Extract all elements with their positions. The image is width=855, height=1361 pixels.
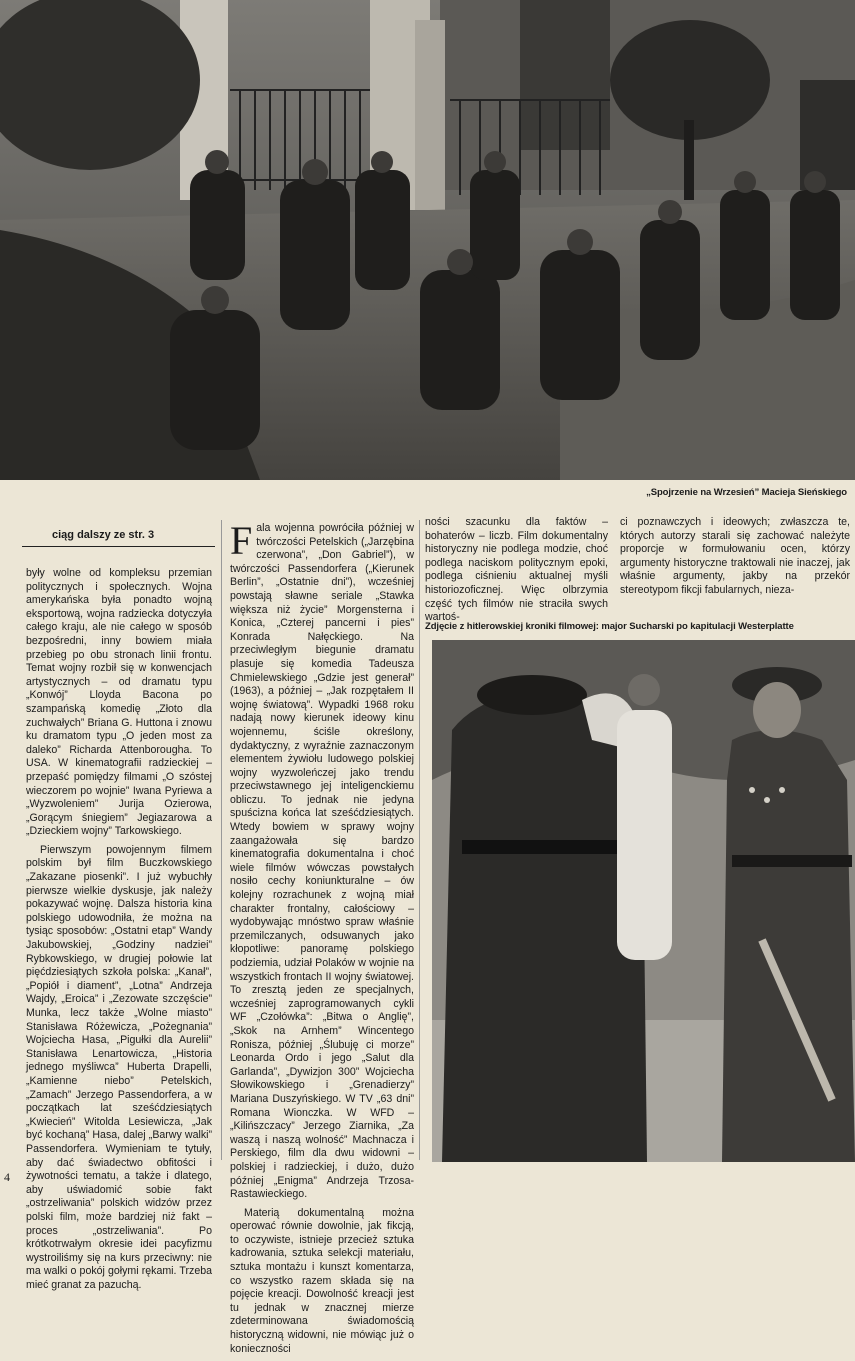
paragraph: Pierwszym powojennym filmem polskim był film Buczkowskiego „Zakazane piosenki”. I już wybuchły pierwsze wielkie dyskusje, jak należy pokazywać wojnę. Dalsza historia kina polskiego udowodniła, że można na tysiąc sposobów: „Ostatni etap” Wandy Jakubowskiej, „Godziny nadziei” Rybkowskiego, w drugiej połowie lat pięćdziesiątych szkoła polska: „Kanał”, „Popiół i diament”, „Lotna” Andrzeja Wajdy, „Eroica” i „Zezowate szczęście” Munka, lecz także „Wolne miasto” Stanisława Różewicza, „Pożegnania” Wojciecha Hasa, „Pigułki dla Aurelii” Stanisława Lenartowicza, „Historia jednego myśliwca” Huberta Drapelli, „Kamienne niebo” Petelskich, „Zamach” Jerzego Passendorfera, a w początkach lat sześćdziesiątych „Kwiecień” Witolda Lesiewicza, „Jak być kochaną” Hasa, dalej „Barwy walki” Passendorfera. Wymieniam te tytuły, aby dać świadectwo obfitości i żywotności tematu, a także i dlatego, aby uświadomić sobie fakt „ostrzeliwania” polskich widzów przez polski film, może bardziej niż fakt – proces „ostrzeliwania”. Po krótkotrwałym okresie idei pacyfizmu wystroiliśmy się na kurs przeciwny: nie ma walki o pokój gołymi rękami. Trzeba mieć granat za pazuchą.: [26, 843, 212, 1291]
column-divider: [419, 520, 420, 1160]
bottom-photograph: [432, 640, 855, 1162]
paragraph: Materią dokumentalną można operować równie dowolnie, jak fikcją, to oczywiste, istnieje przecież sztuka kadrowania, sztuka selekcji materiału, sztuka montażu i kunszt komentarza, co wszystko razem składa się na pojęcie kreacji. Dowolność kreacji jest tu jednak w znacznej mierze zdeterminowana świadomością historyczną widowni, nie mówiąc już o konieczności: [230, 1206, 414, 1355]
text-column-4: [620, 516, 850, 603]
text-column-2: [230, 518, 414, 1361]
paragraph: [230, 518, 414, 1202]
column-divider: [221, 520, 222, 1160]
text-column-1: [26, 567, 212, 1297]
continued-from-label: ciąg dalszy ze str. 3: [52, 529, 155, 541]
top-photo-caption: „Spojrzenie na Wrzesień” Macieja Sieńskiego: [646, 487, 847, 498]
paragraph-text: ala wojenna powróciła później w twórczości Petelskich („Jarzębina czerwona”, „Don Gabriel”), w twórczości Passendorfera („Kierunek Berlin”, „Ostatnie dni”), wcześniej powstają sławne seriale „Stawka większa niż życie” Morgensterna i Konica, „Czterej pancerni i pies” Konrada Nałęckiego. Na przeciwległym biegunie dramatu plasuje się komedia Tadeusza Chmielewskiego „Gdzie jest generał” (1963), a później – „Jak rozpętałem II wojnę światową”. Wypadki 1968 roku nadają nowy kierunek ideowy kinu wojennemu, ściśle określony, dydaktyczny, z wyraźnie zaznaczonym elementem żywiołu ludowego polskiej wojny wyzwoleńczej jako trendu przeciwstawnego jej inteligenckiemu obliczu. To jednak nie jedyna spuścizna końca lat sześćdziesiątych. Wtedy bowiem w sprawy wojny zaangażowała się bardzo kinematografia dokumentalna i choć wiele filmów wówczas powstałych nosiło cechy koniunkturalne – ów kolejny rozrachunek z wojną miał charakter frontalny, całościowy – wydobywając mnóstwo spraw właśnie przemilczanych, odsuwanych jako kłopotliwe: panoramę polskiego podziemia, udział Polaków w wojnie na wszystkich frontach II wojny światowej. To zresztą jeden ze specjalnych, wcześniej zaprogramowanych cykli WF „Czołówka”: „Bitwa o Anglię”, „Skok na Arnhem” Wincentego Ronisza, później „Ślubuję ci morze” Leonarda Ordo i jego „Salut dla Garlanda”, „Dywizjon 300” Wojciecha Słowikowskiego i „Grenadierzy” Mariana Duszyńskiego. W TV „63 dni” Romana Wionczka. W WFD – „Kilińszczacy” Jerzego Ziarnika, „Za waszą i naszą wolność” Machnacza i Perskiego, film dla dwu widowni – polskiej i radzieckiej, i dużo, dużo później „Enigma” Andrzeja Trzosa-Rastawieckiego.: [230, 522, 414, 1201]
page-number: 4: [4, 1170, 10, 1184]
top-photograph: [0, 0, 855, 480]
text-column-3: [425, 516, 608, 630]
paragraph: były wolne od kompleksu przemian politycznych i społecznych. Wojna amerykańska była ponadto wojną eksportową, wojna radziecka dotyczyła całego kraju, ale nie całego w sposób bezpośredni, inny bowiem miała przebieg po obu stronach linii frontu. Temat wojny rozbił się w konwencjach artystycznych – od dramatu typu „Konwój” Lloyda Bacona po szampańską komedię „Złoto dla zuchwałych” Briana G. Huttona i znowu ku dramatom typu „O jeden most za daleko” Richarda Attenborougha. To USA. W kinematografii radzieckiej – przepaść pomiędzy filmami „O szóstej wieczorem po wojnie” Iwana Pyriewa a „Wyzwoleniem” Jurija Ozierowa, „Gorącym śniegiem” Jegiazarowa a „Dzieckiem wojny” Tarkowskiego.: [26, 567, 212, 838]
paragraph: ności szacunku dla faktów – bohaterów – liczb. Film dokumentalny historyczny nie podlega modzie, choć podlega naciskom politycznym epoki, podlega ciśnieniu aktualnej myśli historiozoficznej. Więc olbrzymia część tych filmów nie straciła swych wartoś-: [425, 516, 608, 624]
bottom-photo-caption: Zdjęcie z hitlerowskiej kroniki filmowej: major Sucharski po kapitulacji Westerplatte: [425, 621, 794, 632]
continued-rule: [22, 546, 215, 547]
paragraph: ci poznawczych i ideowych; zwłaszcza te, których autorzy starali się zachować należyte proporcje w formułowaniu ocen, którzy argumenty historyczne traktowali nie inaczej, jak właśnie argumenty, jakby na przekór stereotypom fikcji fabularnych, nieza-: [620, 516, 850, 596]
drop-cap: F: [230, 518, 253, 563]
